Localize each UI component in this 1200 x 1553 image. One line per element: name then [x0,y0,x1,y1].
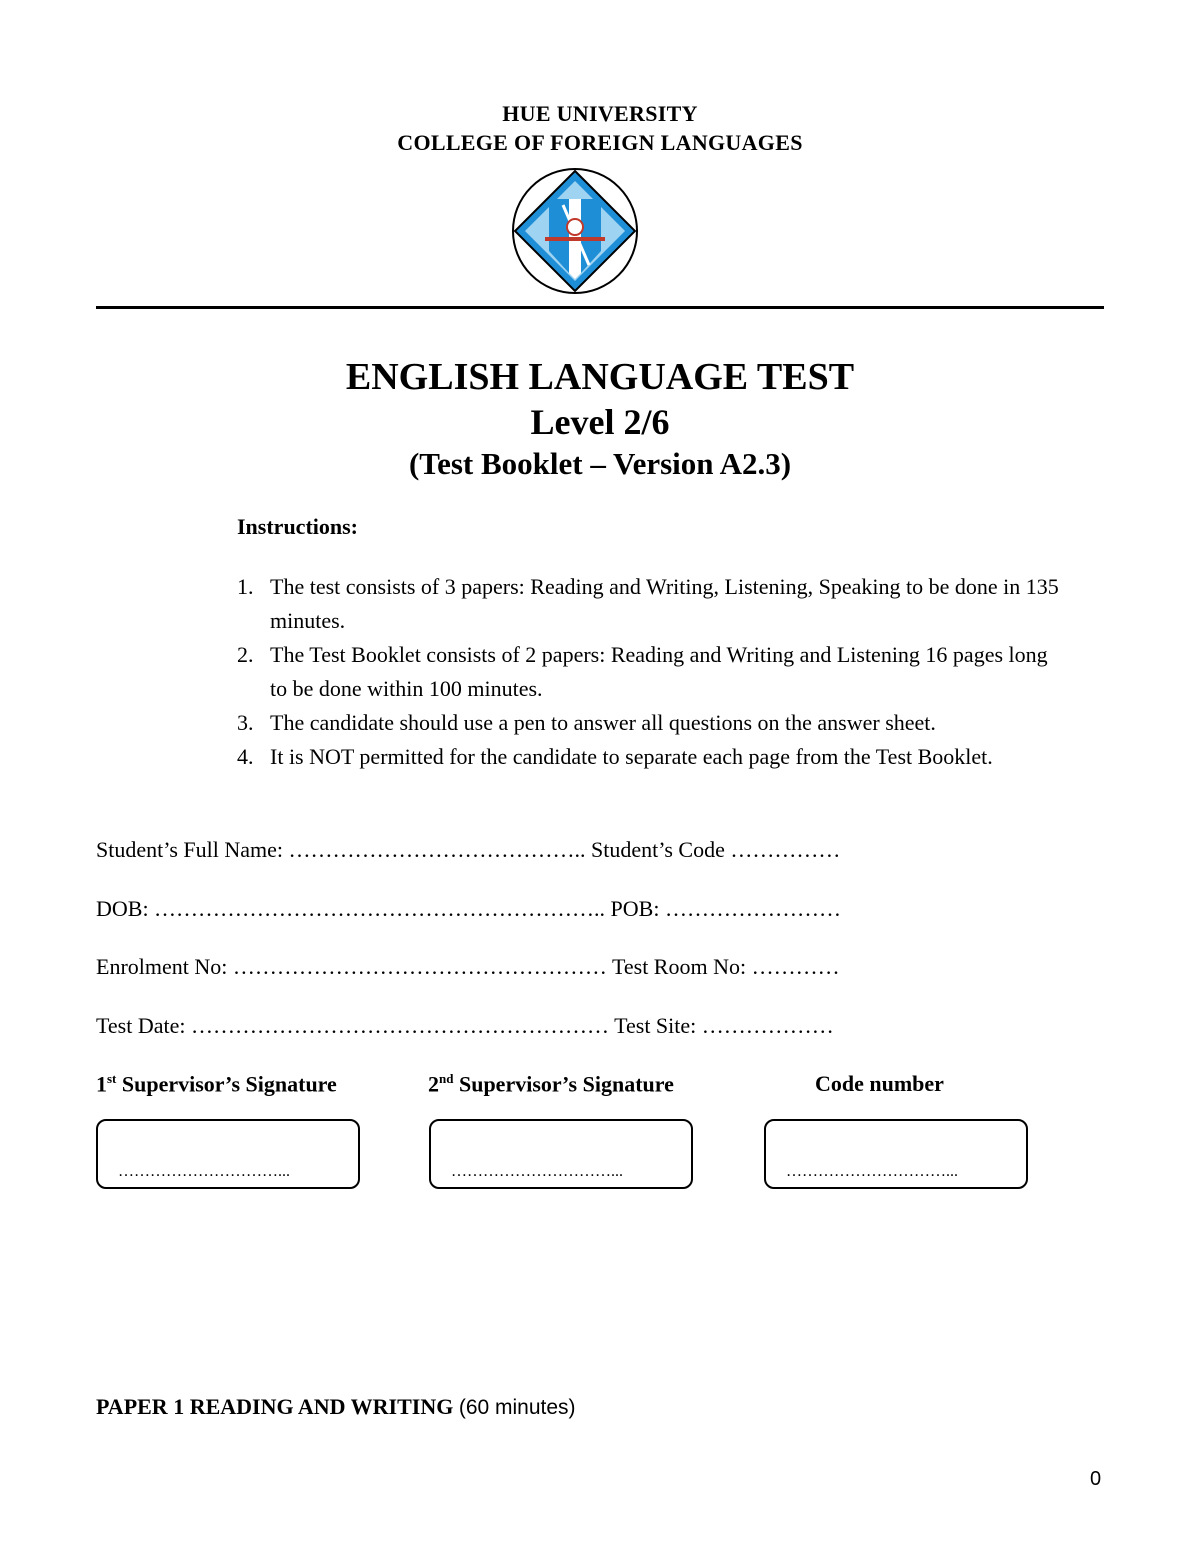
signature-dots: …………………………... [451,1163,623,1180]
dob-field: DOB: …………………………………………………….. POB: …………………… [96,896,841,921]
test-title: ENGLISH LANGUAGE TEST [345,356,855,398]
first-supervisor-label [96,1071,337,1097]
second-supervisor-label [428,1071,674,1097]
page-number: 0 [1090,1468,1102,1490]
college-name: COLLEGE OF FOREIGN LANGUAGES [397,130,803,155]
university-name: HUE UNIVERSITY [502,101,698,126]
paper-title: PAPER 1 READING AND WRITING [96,1394,454,1419]
first-supervisor-signature-box[interactable] [96,1119,360,1189]
instruction-number: 4. [237,744,254,769]
signature-dots: …………………………... [118,1163,290,1180]
second-supervisor-ordinal: nd [439,1071,454,1086]
instruction-text: It is NOT permitted for the candidate to separate each page from the Test Booklet. [270,744,993,769]
instruction-number: 1. [237,574,254,599]
instruction-text: The Test Booklet consists of 2 papers: Reading and Writing and Listening 16 pages long to be done within 100 minutes. [270,642,1048,701]
first-supervisor-ordinal: st [107,1071,117,1086]
first-supervisor-number: 1 [96,1071,107,1097]
student-name-field: Student’s Full Name: ………………………………….. Student’s Code …………… [96,837,841,862]
instruction-number: 3. [237,710,254,735]
test-level: Level 2/6 [530,402,670,442]
instruction-item [237,570,1067,638]
first-supervisor-text: Supervisor’s Signature [116,1071,337,1097]
college-emblem-icon [509,165,641,297]
code-number-label: Code number [815,1071,944,1096]
instruction-item [237,638,1067,706]
code-dots: …………………………... [786,1163,958,1180]
paper-heading [96,1394,576,1420]
enrolment-field: Enrolment No: …………………………………………… Test Room No: ………… [96,954,840,979]
instruction-number: 2. [237,642,254,667]
second-supervisor-number: 2 [428,1071,439,1097]
instruction-text: The candidate should use a pen to answer all questions on the answer sheet. [270,710,936,735]
header-divider [96,306,1104,309]
test-version: (Test Booklet – Version A2.3) [408,446,792,481]
instruction-item [237,740,1067,774]
test-date-field: Test Date: ………………………………………………… Test Site: ……………… [96,1013,834,1038]
second-supervisor-signature-box[interactable] [429,1119,693,1189]
instructions-list [237,570,1067,774]
code-number-box[interactable] [764,1119,1028,1189]
instructions-heading: Instructions: [237,514,359,539]
instruction-text: The test consists of 3 papers: Reading and Writing, Listening, Speaking to be done in 135 minutes. [270,574,1059,633]
second-supervisor-text: Supervisor’s Signature [453,1071,674,1097]
instruction-item [237,706,1067,740]
paper-duration: (60 minutes) [458,1396,576,1419]
